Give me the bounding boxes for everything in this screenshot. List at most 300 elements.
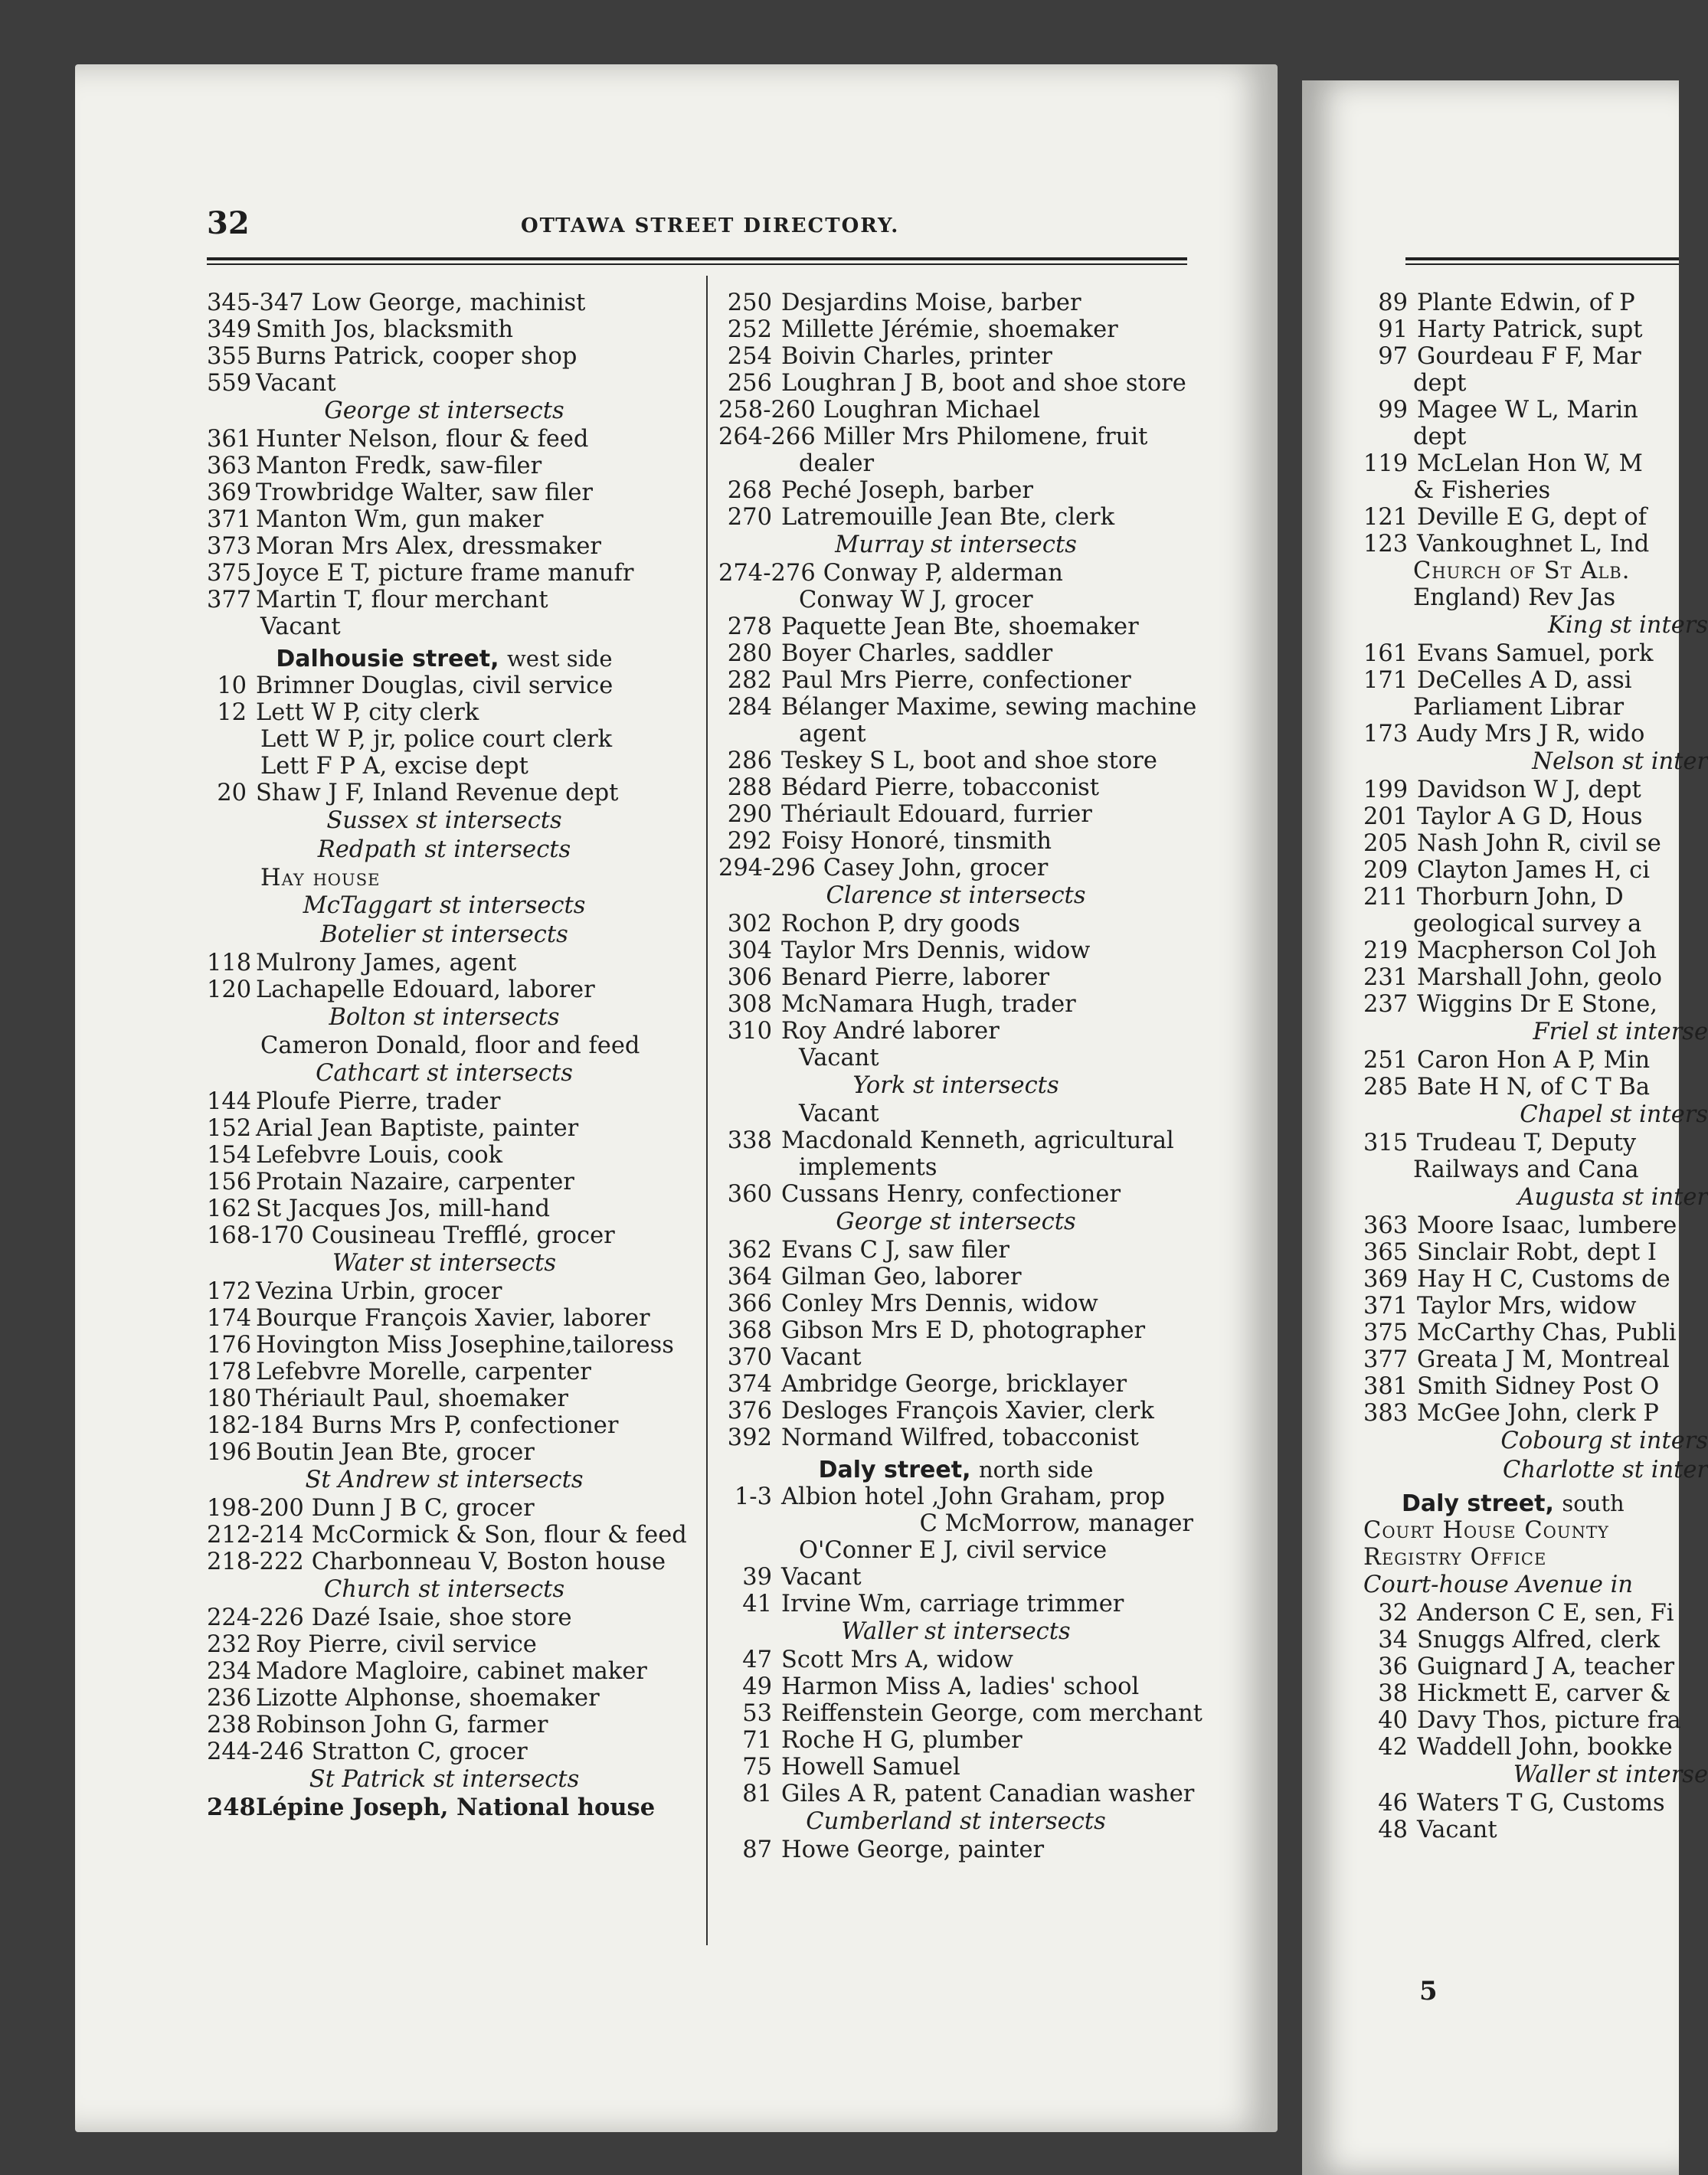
- street-heading: [207, 640, 682, 672]
- resident-text: Foisy Honoré, tinsmith: [781, 828, 1052, 855]
- house-number: 75: [742, 1754, 772, 1781]
- house-number: 383: [1363, 1400, 1409, 1427]
- house-number: 154: [207, 1142, 252, 1169]
- house-number: 371: [207, 506, 252, 533]
- house-number: 144: [207, 1088, 252, 1115]
- house-number: 377: [207, 587, 252, 613]
- house-number: 374: [727, 1371, 772, 1398]
- intersection-label: Cathcart st intersects: [316, 1060, 573, 1087]
- house-number: 10: [217, 672, 247, 699]
- directory-entry: [718, 1836, 1193, 1863]
- house-number: 290: [727, 801, 772, 828]
- house-number: 288: [727, 774, 772, 801]
- resident-text: Harty Patrick, supt: [1417, 316, 1643, 343]
- house-number: 40: [1378, 1707, 1408, 1734]
- directory-entry: [1363, 1373, 1708, 1400]
- directory-entry: [1363, 397, 1708, 424]
- directory-entry: [1363, 1400, 1708, 1427]
- resident-text: Davy Thos, picture fra: [1417, 1707, 1681, 1734]
- directory-entry: [1363, 1320, 1708, 1346]
- resident-text: Hickmett E, carver &: [1417, 1680, 1671, 1707]
- house-number: 182-184: [207, 1412, 304, 1439]
- house-number: 42: [1378, 1734, 1408, 1761]
- house-number: 310: [727, 1018, 772, 1045]
- intersection-label: Friel st interse: [1533, 1019, 1708, 1045]
- directory-entry: [207, 1549, 682, 1575]
- house-number: 364: [727, 1264, 772, 1290]
- resident-text: Scott Mrs A, widow: [781, 1647, 1013, 1673]
- resident-text: Howell Samuel: [781, 1754, 960, 1781]
- directory-entry: [1363, 964, 1708, 991]
- header-rule-right: [1405, 257, 1679, 260]
- resident-text: Manton Wm, gun maker: [256, 506, 544, 533]
- house-number: 231: [1363, 964, 1409, 991]
- house-number: 363: [207, 453, 252, 479]
- resident-text: Cussans Henry, confectioner: [781, 1181, 1121, 1208]
- directory-entry: [207, 1222, 682, 1249]
- house-number: 365: [1363, 1239, 1409, 1266]
- house-number: 264-266: [718, 424, 816, 450]
- entry-continuation: O'Conner E J, civil service: [799, 1537, 1108, 1564]
- resident-text: Lefebvre Morelle, carpenter: [256, 1359, 591, 1385]
- page-number: 32: [207, 205, 250, 241]
- house-number: 338: [727, 1127, 772, 1154]
- intersection-label: St Patrick st intersects: [309, 1766, 580, 1793]
- directory-entry: [718, 1018, 1193, 1045]
- house-number: 36: [1378, 1653, 1408, 1680]
- resident-text: Normand Wilfred, tobacconist: [781, 1424, 1139, 1451]
- right-column: [1363, 289, 1708, 1843]
- house-number: 176: [207, 1332, 252, 1359]
- directory-entry: [1363, 1790, 1708, 1817]
- resident-text: Irvine Wm, carriage trimmer: [781, 1591, 1124, 1617]
- directory-entry: [207, 1631, 682, 1658]
- directory-entry: [207, 370, 682, 397]
- resident-text: Vacant: [781, 1564, 862, 1591]
- house-number: 254: [727, 343, 772, 370]
- entry-continuation: Conway W J, grocer: [799, 587, 1033, 613]
- entry-continuation: Lett F P A, excise dept: [260, 753, 528, 780]
- directory-entry: [207, 506, 682, 533]
- house-number: 375: [207, 560, 252, 587]
- entry-continuation: Church of St Alb.: [1413, 558, 1631, 584]
- resident-text: Boivin Charles, printer: [781, 343, 1052, 370]
- directory-entry: [718, 937, 1193, 964]
- directory-entry: [718, 504, 1193, 531]
- directory-entry: [718, 667, 1193, 694]
- directory-entry: [718, 964, 1193, 991]
- directory-entry: [207, 1385, 682, 1412]
- directory-entry: [718, 1483, 1193, 1510]
- resident-text: Albion hotel ,John Graham, prop: [781, 1483, 1166, 1510]
- resident-text: Vacant: [781, 1344, 862, 1371]
- house-number: 366: [727, 1290, 772, 1317]
- house-number: 120: [207, 976, 252, 1003]
- directory-entry: [718, 1754, 1193, 1781]
- directory-entry: [207, 1169, 682, 1195]
- house-number: 38: [1378, 1680, 1408, 1707]
- directory-entry: [718, 1564, 1193, 1591]
- page-title: OTTAWA STREET DIRECTORY.: [521, 214, 900, 237]
- directory-entry: [207, 533, 682, 560]
- resident-text: Protain Nazaire, carpenter: [256, 1169, 574, 1195]
- directory-entry: [718, 1344, 1193, 1371]
- resident-text: Paquette Jean Bte, shoemaker: [781, 613, 1139, 640]
- house-number: 270: [727, 504, 772, 531]
- header-rule-thin: [207, 263, 1187, 265]
- resident-text: Davidson W J, dept: [1417, 777, 1641, 803]
- house-number: 304: [727, 937, 772, 964]
- directory-entry: [207, 343, 682, 370]
- resident-text: St Jacques Jos, mill-hand: [256, 1195, 551, 1222]
- directory-entry: [207, 426, 682, 453]
- directory-entry: [207, 1712, 682, 1738]
- resident-text: Magee W L, Marin: [1417, 397, 1638, 424]
- directory-entry: [718, 640, 1193, 667]
- house-number: 46: [1378, 1790, 1408, 1817]
- resident-text: Guignard J A, teacher: [1417, 1653, 1675, 1680]
- house-number: 47: [742, 1647, 772, 1673]
- directory-entry: [718, 1424, 1193, 1451]
- house-number: 302: [727, 911, 772, 937]
- intersection-label: Bolton st intersects: [329, 1004, 560, 1031]
- resident-text: Joyce E T, picture frame manufr: [256, 560, 634, 587]
- directory-entry: [207, 672, 682, 699]
- house-number: 32: [1378, 1600, 1408, 1627]
- intersection-label: Botelier st intersects: [320, 921, 568, 948]
- resident-text: Burns Patrick, cooper shop: [256, 343, 578, 370]
- house-number: 199: [1363, 777, 1409, 803]
- entry-continuation: dept: [1413, 370, 1467, 397]
- directory-entry: [207, 1658, 682, 1685]
- directory-entry: [207, 1794, 682, 1821]
- entry-continuation: dept: [1413, 424, 1467, 450]
- directory-entry: [718, 370, 1193, 397]
- resident-text: Marshall John, geolo: [1417, 964, 1662, 991]
- house-number: 97: [1378, 343, 1408, 370]
- directory-entry: [1363, 1346, 1708, 1373]
- resident-text: Shaw J F, Inland Revenue dept: [256, 780, 619, 806]
- intersection-label: Waller st interse: [1513, 1761, 1708, 1788]
- house-number: 20: [217, 780, 247, 806]
- house-number: 308: [727, 991, 772, 1018]
- resident-text: Vacant: [256, 370, 336, 397]
- entry-continuation: Vacant: [260, 613, 341, 640]
- resident-text: Moore Isaac, lumbere: [1417, 1212, 1677, 1239]
- resident-text: Bédard Pierre, tobacconist: [781, 774, 1100, 801]
- intersection-label: McTaggart st intersects: [303, 892, 586, 919]
- directory-entry: [1363, 937, 1708, 964]
- directory-entry: [1363, 1707, 1708, 1734]
- house-number: 118: [207, 950, 252, 976]
- resident-text: Taylor Mrs Dennis, widow: [781, 937, 1091, 964]
- house-number: 381: [1363, 1373, 1409, 1400]
- house-number: 258-260: [718, 397, 816, 424]
- resident-text: Low George, machinist: [311, 289, 586, 316]
- house-number: 278: [727, 613, 772, 640]
- directory-entry: [207, 976, 682, 1003]
- intersection-label: George st intersects: [836, 1209, 1076, 1235]
- house-number: 218-222: [207, 1549, 304, 1575]
- street-name: Dalhousie street,: [276, 646, 499, 672]
- house-number: 171: [1363, 667, 1409, 694]
- directory-entry: [718, 316, 1193, 343]
- directory-entry: [718, 343, 1193, 370]
- directory-entry: [718, 1317, 1193, 1344]
- house-number: 198-200: [207, 1495, 304, 1522]
- resident-text: Millette Jérémie, shoemaker: [781, 316, 1118, 343]
- street-heading: [1363, 1485, 1708, 1517]
- house-number: 39: [742, 1564, 772, 1591]
- house-number: 286: [727, 747, 772, 774]
- resident-text: Charbonneau V, Boston house: [311, 1549, 666, 1575]
- directory-entry: [718, 1237, 1193, 1264]
- intersection-label: Clarence st intersects: [826, 882, 1086, 909]
- resident-text: Miller Mrs Philomene, fruit: [823, 424, 1148, 450]
- entry-continuation: Vacant: [799, 1045, 879, 1071]
- house-number: 162: [207, 1195, 252, 1222]
- resident-text: Lefebvre Louis, cook: [256, 1142, 503, 1169]
- house-number: 87: [742, 1836, 772, 1863]
- entry-continuation: Parliament Librar: [1413, 694, 1625, 721]
- house-number: 363: [1363, 1212, 1409, 1239]
- resident-text: Desloges François Xavier, clerk: [781, 1398, 1154, 1424]
- house-number: 173: [1363, 721, 1409, 747]
- intersection-label: Court-house Avenue in: [1363, 1572, 1634, 1598]
- house-number: 256: [727, 370, 772, 397]
- house-number: 178: [207, 1359, 252, 1385]
- directory-entry: [207, 950, 682, 976]
- directory-entry: [718, 1727, 1193, 1754]
- middle-column: [718, 289, 1202, 1863]
- directory-entry: [718, 1673, 1193, 1700]
- resident-text: Smith Sidney Post O: [1417, 1373, 1660, 1400]
- directory-entry: [207, 1115, 682, 1142]
- house-number: 236: [207, 1685, 252, 1712]
- resident-text: Conway P, alderman: [823, 560, 1063, 587]
- directory-entry: [1363, 1130, 1708, 1156]
- entry-continuation: agent: [799, 721, 866, 747]
- house-number: 89: [1378, 289, 1408, 316]
- resident-text: Vacant: [1417, 1817, 1497, 1843]
- intersection-label: Church st intersects: [323, 1576, 565, 1603]
- intersection-label: Augusta st inter: [1517, 1184, 1708, 1211]
- resident-text: Caron Hon A P, Min: [1417, 1047, 1651, 1074]
- directory-entry: [1363, 1734, 1708, 1761]
- header-rule: [207, 257, 1187, 260]
- house-number: 250: [727, 289, 772, 316]
- house-number: 41: [742, 1591, 772, 1617]
- resident-text: Madore Magloire, cabinet maker: [256, 1658, 647, 1685]
- intersection-label: Cobourg st inters: [1500, 1428, 1708, 1454]
- resident-text: Arial Jean Baptiste, painter: [256, 1115, 579, 1142]
- house-number: 280: [727, 640, 772, 667]
- left-column: [207, 289, 687, 1821]
- resident-text: Waddell John, bookke: [1417, 1734, 1673, 1761]
- resident-text: Manton Fredk, saw-filer: [256, 453, 542, 479]
- directory-entry: [207, 1522, 687, 1549]
- directory-entry: [1363, 830, 1708, 857]
- house-number: 284: [727, 694, 772, 721]
- directory-entry: [207, 1305, 682, 1332]
- street-heading: [718, 1451, 1193, 1483]
- resident-text: Macpherson Col Joh: [1417, 937, 1657, 964]
- resident-text: Taylor A G D, Hous: [1417, 803, 1643, 830]
- column-divider: [706, 276, 708, 1945]
- house-number: 211: [1363, 884, 1409, 911]
- house-number: 285: [1363, 1074, 1409, 1101]
- resident-text: Deville E G, dept of: [1417, 504, 1647, 531]
- resident-text: Brimner Douglas, civil service: [256, 672, 614, 699]
- entry-continuation: implements: [799, 1154, 937, 1181]
- resident-text: Plante Edwin, of P: [1417, 289, 1635, 316]
- resident-text: Dunn J B C, grocer: [311, 1495, 535, 1522]
- directory-entry: [207, 780, 682, 806]
- resident-text: Gilman Geo, laborer: [781, 1264, 1022, 1290]
- resident-text: Stratton C, grocer: [311, 1738, 528, 1765]
- house-number: 161: [1363, 640, 1409, 667]
- resident-text: Sinclair Robt, dept I: [1417, 1239, 1657, 1266]
- house-number: 392: [727, 1424, 772, 1451]
- directory-entry: [1363, 1680, 1708, 1707]
- resident-text: Giles A R, patent Canadian washer: [781, 1781, 1195, 1807]
- resident-text: Thorburn John, D: [1417, 884, 1624, 911]
- house-number: 292: [727, 828, 772, 855]
- house-number: 212-214: [207, 1522, 304, 1549]
- directory-entry: [718, 855, 1193, 881]
- house-number: 360: [727, 1181, 772, 1208]
- resident-text: Clayton James H, ci: [1417, 857, 1651, 884]
- intersection-label: Sussex st intersects: [326, 807, 562, 834]
- resident-text: Boyer Charles, saddler: [781, 640, 1053, 667]
- intersection-label: Murray st intersects: [835, 531, 1077, 558]
- resident-text: McCarthy Chas, Publi: [1417, 1320, 1677, 1346]
- directory-entry: [718, 613, 1193, 640]
- resident-text: Lett W P, city clerk: [256, 699, 479, 726]
- directory-entry: [1363, 884, 1708, 911]
- house-number: 349: [207, 316, 252, 343]
- resident-text: Roy Pierre, civil service: [256, 1631, 537, 1658]
- resident-text: Paul Mrs Pierre, confectioner: [781, 667, 1131, 694]
- resident-text: Desjardins Moise, barber: [781, 289, 1081, 316]
- house-number: 238: [207, 1712, 252, 1738]
- house-number: 180: [207, 1385, 252, 1412]
- resident-text: Hay H C, Customs de: [1417, 1266, 1670, 1293]
- signature-mark: 5: [1419, 1976, 1438, 2007]
- directory-entry: [207, 1359, 682, 1385]
- directory-entry: [1363, 316, 1708, 343]
- house-number: 1-3: [734, 1483, 772, 1510]
- intersection-label: Redpath st intersects: [317, 836, 571, 863]
- resident-text: Moran Mrs Alex, dressmaker: [256, 533, 601, 560]
- resident-text: Howe George, painter: [781, 1836, 1045, 1863]
- entry-continuation: C McMorrow, manager: [919, 1510, 1193, 1537]
- directory-entry: [1363, 289, 1708, 316]
- directory-entry: [207, 316, 682, 343]
- resident-text: McCormick & Son, flour & feed: [311, 1522, 687, 1549]
- resident-text: Thériault Paul, shoemaker: [256, 1385, 568, 1412]
- directory-entry: [718, 477, 1193, 504]
- house-number: 224-226: [207, 1604, 304, 1631]
- house-number: 201: [1363, 803, 1409, 830]
- intersection-label: York st intersects: [852, 1072, 1059, 1099]
- directory-entry: [1363, 1047, 1708, 1074]
- directory-entry: [1363, 803, 1708, 830]
- resident-text: Lachapelle Edouard, laborer: [256, 976, 595, 1003]
- house-number: 361: [207, 426, 252, 453]
- resident-text: Bate H N, of C T Ba: [1417, 1074, 1651, 1101]
- house-number: 371: [1363, 1293, 1409, 1320]
- resident-text: Nash John R, civil se: [1417, 830, 1661, 857]
- resident-text: Conley Mrs Dennis, widow: [781, 1290, 1098, 1317]
- directory-entry: [718, 1647, 1193, 1673]
- directory-entry: [718, 991, 1193, 1018]
- resident-text: Evans Samuel, pork: [1417, 640, 1654, 667]
- resident-text: Vankoughnet L, Ind: [1417, 531, 1650, 558]
- resident-text: Robinson John G, farmer: [256, 1712, 548, 1738]
- directory-entry: [207, 1604, 682, 1631]
- resident-text: Hunter Nelson, flour & feed: [256, 426, 589, 453]
- directory-entry: [207, 560, 682, 587]
- resident-text: DeCelles A D, assi: [1417, 667, 1632, 694]
- resident-text: Ambridge George, bricklayer: [781, 1371, 1127, 1398]
- entry-continuation: Vacant: [799, 1101, 879, 1127]
- directory-entry: [1363, 1817, 1708, 1843]
- house-number: 362: [727, 1237, 772, 1264]
- resident-text: Roy André laborer: [781, 1018, 1000, 1045]
- directory-entry: [1363, 991, 1708, 1018]
- house-number: 34: [1378, 1627, 1408, 1653]
- directory-entry: [1363, 1293, 1708, 1320]
- directory-entry: [718, 801, 1193, 828]
- house-number: 306: [727, 964, 772, 991]
- intersection-label: Water st intersects: [332, 1250, 557, 1277]
- resident-text: Latremouille Jean Bte, clerk: [781, 504, 1115, 531]
- house-number: 205: [1363, 830, 1409, 857]
- directory-entry: [718, 747, 1193, 774]
- resident-text: Ploufe Pierre, trader: [256, 1088, 501, 1115]
- directory-entry: [1363, 450, 1708, 477]
- house-number: 119: [1363, 450, 1409, 477]
- resident-text: Trowbridge Walter, saw filer: [256, 479, 593, 506]
- resident-text: Snuggs Alfred, clerk: [1417, 1627, 1661, 1653]
- resident-text: McLelan Hon W, M: [1417, 450, 1643, 477]
- directory-entry: [718, 560, 1193, 587]
- house-number: 248: [207, 1794, 256, 1821]
- resident-text: Macdonald Kenneth, agricultural: [781, 1127, 1174, 1154]
- house-number: 168-170: [207, 1222, 304, 1249]
- house-number: 369: [1363, 1266, 1409, 1293]
- street-name: Daly street,: [818, 1457, 971, 1483]
- directory-entry: [718, 1781, 1193, 1807]
- house-number: 48: [1378, 1817, 1408, 1843]
- directory-entry: [207, 1332, 682, 1359]
- house-number: 373: [207, 533, 252, 560]
- house-number: 268: [727, 477, 772, 504]
- street-name: Daly street,: [1402, 1490, 1554, 1517]
- house-number: 152: [207, 1115, 252, 1142]
- resident-text: Hovington Miss Josephine,tailoress: [256, 1332, 674, 1359]
- intersection-label: King st inters: [1548, 612, 1708, 639]
- house-number: 49: [742, 1673, 772, 1700]
- house-number: 232: [207, 1631, 252, 1658]
- directory-entry: [1363, 640, 1708, 667]
- directory-entry: [718, 694, 1197, 721]
- resident-text: Bourque François Xavier, laborer: [256, 1305, 650, 1332]
- directory-entry: [207, 1278, 682, 1305]
- resident-text: Roche H G, plumber: [781, 1727, 1023, 1754]
- intersection-label: George st intersects: [324, 397, 564, 424]
